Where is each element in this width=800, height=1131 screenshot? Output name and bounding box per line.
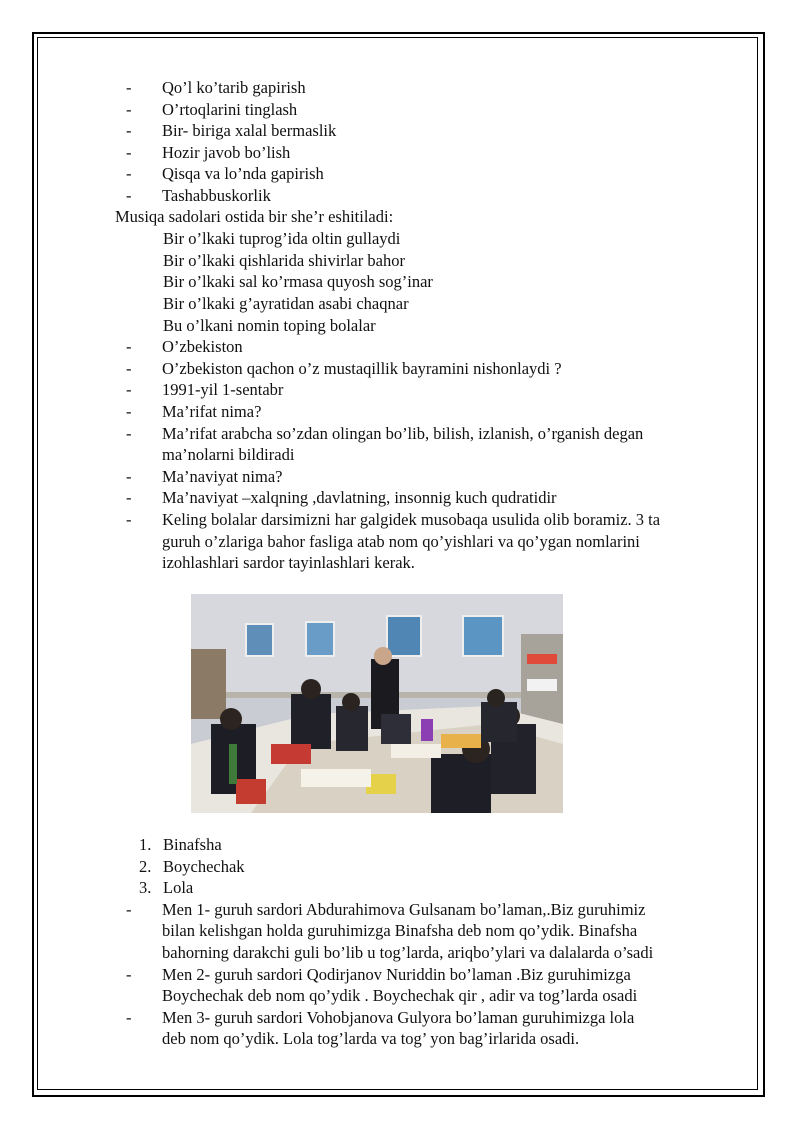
- list-dash: -: [126, 100, 132, 119]
- poem-line: Bu o’lkani nomin toping bolalar: [163, 316, 376, 335]
- list-dash: -: [126, 424, 132, 443]
- list-dash: -: [126, 359, 132, 378]
- leader-item: Men 1- guruh sardori Abdurahimova Gulsanam bo’laman,.Biz guruhimiz: [162, 900, 646, 919]
- list-dash: -: [126, 1008, 132, 1027]
- leader-item-continued: bilan kelishgan holda guruhimizga Binafsha deb nom qo’ydik. Binafsha: [162, 921, 638, 940]
- list-dash: -: [126, 164, 132, 183]
- list-dash: -: [126, 900, 132, 919]
- leader-item-continued: deb nom qo’ydik. Lola tog’larda va tog’ yon bag’irlarida osadi.: [162, 1029, 580, 1048]
- list-dash: -: [126, 402, 132, 421]
- list-item: Bir- biriga xalal bermaslik: [162, 121, 337, 140]
- qa-item: O’zbekiston: [162, 337, 243, 356]
- list-dash: -: [126, 121, 132, 140]
- list-item: Lola: [163, 878, 194, 897]
- leader-item: Men 2- guruh sardori Qodirjanov Nuriddin bo’laman .Biz guruhimizga: [162, 965, 631, 984]
- list-dash: -: [126, 337, 132, 356]
- leader-item-continued: Boychechak deb nom qo’ydik . Boychechak qir , adir va tog’larda osadi: [162, 986, 638, 1005]
- qa-item: Ma’rifat arabcha so’zdan olingan bo’lib, bilish, izlanish, o’rganish degan: [162, 424, 644, 443]
- leader-item-continued: bahorning darakchi guli bo’lib u tog’larda, ariqbo’ylari va dalalarda o’sadi: [162, 943, 654, 962]
- qa-item: Ma’naviyat –xalqning ,davlatning, insonnig kuch qudratidir: [162, 488, 557, 507]
- poem-line: Bir o’lkaki tuprog’ida oltin gullaydi: [163, 229, 401, 248]
- qa-item: Ma’naviyat nima?: [162, 467, 283, 486]
- list-item: Boychechak: [163, 857, 245, 876]
- list-dash: -: [126, 965, 132, 984]
- list-item: Binafsha: [163, 835, 222, 854]
- list-dash: -: [126, 78, 132, 97]
- list-item: O’rtoqlarini tinglash: [162, 100, 298, 119]
- qa-item-continued: guruh o’zlariga bahor fasliga atab nom qo’yishlari va qo’ygan nomlarini: [162, 532, 640, 551]
- list-item: Hozir javob bo’lish: [162, 143, 291, 162]
- list-dash: -: [126, 143, 132, 162]
- qa-item: Keling bolalar darsimizni har galgidek musobaqa usulida olib boramiz. 3 ta: [162, 510, 661, 529]
- leader-item: Men 3- guruh sardori Vohobjanova Gulyora bo’laman guruhimizga lola: [162, 1008, 635, 1027]
- list-number: 2.: [139, 857, 152, 876]
- classroom-photo: [191, 594, 563, 813]
- qa-item: O’zbekiston qachon o’z mustaqillik bayramini nishonlaydi ?: [162, 359, 562, 378]
- qa-item: Ma’rifat nima?: [162, 402, 262, 421]
- list-dash: -: [126, 467, 132, 486]
- list-item: Tashabbuskorlik: [162, 186, 271, 205]
- qa-item-continued: ma’nolarni bildiradi: [162, 445, 295, 464]
- list-dash: -: [126, 380, 132, 399]
- poem-line: Bir o’lkaki g’ayratidan asabi chaqnar: [163, 294, 409, 313]
- qa-item-continued: izohlashlari sardor tayinlashlari kerak.: [162, 553, 415, 572]
- list-item: Qisqa va lo’nda gapirish: [162, 164, 324, 183]
- list-number: 3.: [139, 878, 152, 897]
- poem-line: Bir o’lkaki qishlarida shivirlar bahor: [163, 251, 405, 270]
- intro-text: Musiqa sadolari ostida bir she’r eshitiladi:: [115, 207, 394, 226]
- qa-item: 1991-yil 1-sentabr: [162, 380, 284, 399]
- list-item: Qo’l ko’tarib gapirish: [162, 78, 306, 97]
- list-number: 1.: [139, 835, 152, 854]
- list-dash: -: [126, 488, 132, 507]
- poem-line: Bir o’lkaki sal ko’rmasa quyosh sog’inar: [163, 272, 433, 291]
- list-dash: -: [126, 186, 132, 205]
- list-dash: -: [126, 510, 132, 529]
